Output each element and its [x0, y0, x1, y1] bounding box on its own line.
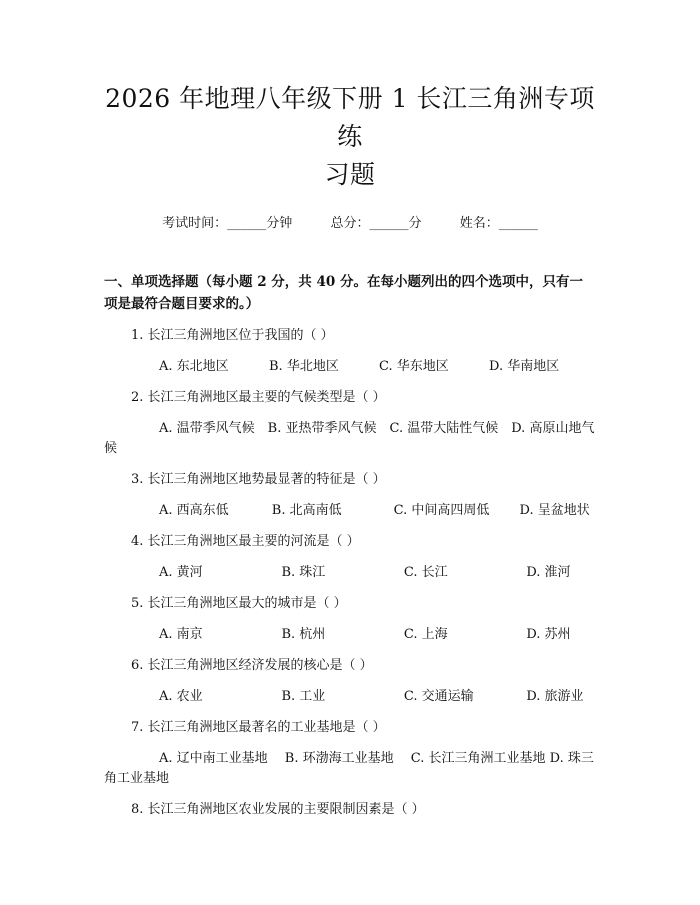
- option-c[interactable]: C. 长江: [403, 565, 448, 580]
- exam-title-line1: 2026 年地理八年级下册 1 长江三角洲专项练: [105, 84, 595, 151]
- exam-meta: [104, 214, 596, 234]
- name-label: 姓名：: [459, 216, 499, 231]
- question-options-line[interactable]: A. 西高东低 B. 北高南低 C. 中间高四周低 D. 呈盆地状: [159, 503, 590, 518]
- question-4: [104, 532, 596, 583]
- name-blank: ______: [498, 216, 538, 231]
- option-b[interactable]: B. 杭州: [281, 627, 326, 642]
- question-5: [104, 594, 596, 645]
- option-d[interactable]: D. 淮河: [526, 565, 571, 580]
- question-stem: 2. 长江三角洲地区最主要的气候类型是（ ）: [131, 390, 386, 405]
- question-options-line[interactable]: A. 辽中南工业基地 B. 环渤海工业基地 C. 长江三角洲工业基地 D. 珠三角工业基地: [104, 751, 594, 786]
- question-stem: 7. 长江三角洲地区最著名的工业基地是（ ）: [131, 720, 386, 735]
- option-c[interactable]: C. 交通运输: [403, 689, 474, 704]
- exam-title-line2: 习题: [324, 160, 376, 189]
- option-b[interactable]: B. 华北地区: [269, 359, 339, 374]
- score-label: 总分：: [330, 216, 370, 231]
- question-stem: 3. 长江三角洲地区地势最显著的特征是（ ）: [131, 472, 386, 487]
- question-options: [104, 687, 596, 707]
- option-b[interactable]: B. 珠江: [281, 565, 326, 580]
- time-blank: ______: [227, 216, 267, 231]
- question-stem: 8. 长江三角洲地区农业发展的主要限制因素是（ ）: [131, 802, 425, 817]
- option-c[interactable]: C. 华东地区: [379, 359, 449, 374]
- question-2: [104, 388, 596, 459]
- option-d[interactable]: D. 苏州: [526, 627, 571, 642]
- question-stem: 4. 长江三角洲地区最主要的河流是（ ）: [131, 534, 360, 549]
- question-6: [104, 656, 596, 707]
- time-unit: 分钟: [266, 216, 293, 231]
- question-options: [104, 625, 596, 645]
- question-options-line[interactable]: A. 温带季风气候 B. 亚热带季风气候 C. 温带大陆性气候 D. 高原山地气候: [104, 421, 595, 456]
- option-a[interactable]: A. 南京: [159, 627, 203, 642]
- time-label: 考试时间：: [162, 216, 228, 231]
- question-stem: 5. 长江三角洲地区最大的城市是（ ）: [131, 596, 347, 611]
- exam-title: [104, 80, 596, 194]
- question-stem: 6. 长江三角洲地区经济发展的核心是（ ）: [131, 658, 373, 673]
- question-stem: 1. 长江三角洲地区位于我国的（ ）: [131, 328, 334, 343]
- question-options: [104, 357, 596, 377]
- option-a[interactable]: A. 农业: [159, 689, 203, 704]
- option-d[interactable]: D. 华南地区: [489, 359, 560, 374]
- section-heading: 一、单项选择题（每小题 2 分，共 40 分。在每小题列出的四个选项中，只有一项是最符合题目要求的。）: [104, 274, 583, 312]
- question-8: [104, 800, 596, 820]
- option-a[interactable]: A. 黄河: [159, 565, 203, 580]
- option-c[interactable]: C. 上海: [403, 627, 448, 642]
- option-d[interactable]: D. 旅游业: [526, 689, 584, 704]
- question-3: [104, 470, 596, 521]
- option-b[interactable]: B. 工业: [281, 689, 326, 704]
- score-unit: 分: [408, 216, 422, 231]
- score-blank: ______: [369, 216, 409, 231]
- option-a[interactable]: A. 东北地区: [159, 359, 229, 374]
- question-options: [104, 563, 596, 583]
- question-7: [104, 718, 596, 789]
- question-1: [104, 326, 596, 377]
